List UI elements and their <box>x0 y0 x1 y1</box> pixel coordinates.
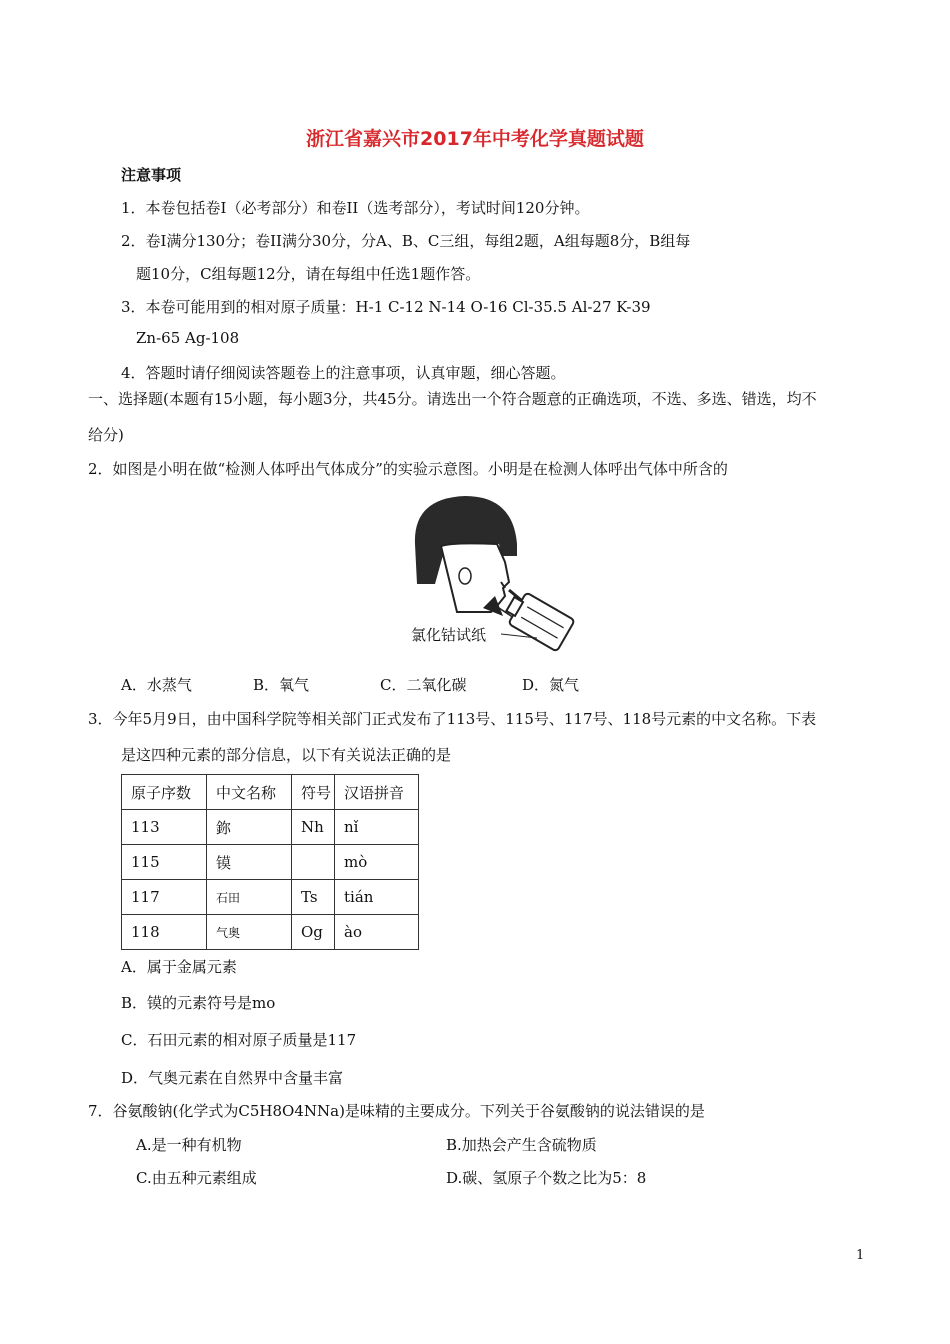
notice-item-3-cont: Zn-65 Ag-108 <box>136 329 240 347</box>
table-cell: mò <box>335 845 419 880</box>
notice-item-1: 1．本卷包括卷Ⅰ（必考部分）和卷II（选考部分），考试时间120分钟。 <box>121 199 590 217</box>
table-cell: nǐ <box>335 810 419 845</box>
table-row <box>122 880 419 915</box>
page-number: 1 <box>856 1248 865 1263</box>
table-cell: 118 <box>122 915 207 950</box>
table-cell: ào <box>335 915 419 950</box>
element-table <box>121 774 419 950</box>
q3-option-c: C．石田元素的相对原子质量是117 <box>121 1031 357 1049</box>
notice-item-4: 4．答题时请仔细阅读答题卷上的注意事项，认真审题，细心答题。 <box>121 364 566 382</box>
question-7-stem: 7．谷氨酸钠(化学式为C5H8O4NNa)是味精的主要成分。下列关于谷氨酸钠的说法错误的是 <box>88 1102 705 1120</box>
table-cell: 镆 <box>207 845 292 880</box>
table-row <box>122 915 419 950</box>
question-3-stem: 3．今年5月9日，由中国科学院等相关部门正式发布了113号、115号、117号、118号元素的中文名称。下表 <box>88 710 817 728</box>
q2-option-d: D．氮气 <box>522 676 580 694</box>
test-bottle <box>501 588 574 651</box>
notice-item-2-cont: 题10分，C组每题12分，请在每组中任选1题作答。 <box>136 265 481 283</box>
section-heading: 一、选择题(本题有15小题，每小题3分，共45分。请选出一个符合题意的正确选项，不选、多选、错选，均不 <box>88 390 817 408</box>
q7-option-c: C.由五种元素组成 <box>136 1169 257 1187</box>
q7-option-b: B.加热会产生含硫物质 <box>446 1136 597 1154</box>
q2-option-b: B．氧气 <box>253 676 310 694</box>
table-cell: Nh <box>292 810 335 845</box>
q3-option-d: D．气奥元素在自然界中含量丰富 <box>121 1069 344 1087</box>
notice-item-3: 3．本卷可能用到的相对原子质量：H-1 C-12 N-14 O-16 Cl-35.5 Al-27 K-39 <box>121 298 651 316</box>
table-cell <box>292 845 335 880</box>
question-2-stem: 2．如图是小明在做“检测人体呼出气体成分”的实验示意图。小明是在检测人体呼出气体中所含的 <box>88 460 728 478</box>
table-header: 原子序数 <box>122 775 207 810</box>
table-row <box>122 810 419 845</box>
table-cell: 113 <box>122 810 207 845</box>
table-header: 中文名称 <box>207 775 292 810</box>
notice-heading: 注意事项 <box>121 166 182 184</box>
table-header: 符号 <box>292 775 335 810</box>
breath-test-figure <box>405 484 585 664</box>
table-cell: 石田 <box>207 880 292 915</box>
table-cell: 气奥 <box>207 915 292 950</box>
q2-option-c: C．二氧化碳 <box>380 676 467 694</box>
table-header-row <box>122 775 419 810</box>
q3-option-a: A．属于金属元素 <box>121 958 237 976</box>
table-header: 汉语拼音 <box>335 775 419 810</box>
table-cell: 鉨 <box>207 810 292 845</box>
table-cell: Og <box>292 915 335 950</box>
notice-item-2: 2．卷Ⅰ满分130分；卷II满分30分，分A、B、C三组，每组2题，A组每题8分，B组每 <box>121 232 691 250</box>
table-cell: 115 <box>122 845 207 880</box>
head-face <box>441 543 509 612</box>
table-cell: tián <box>335 880 419 915</box>
page-title: 浙江省嘉兴市2017年中考化学真题试题 <box>306 128 644 150</box>
q2-option-a: A．水蒸气 <box>121 676 192 694</box>
figure-label: 氯化钴试纸 <box>411 626 487 644</box>
q3-option-b: B．镆的元素符号是mo <box>121 994 276 1012</box>
table-cell: Ts <box>292 880 335 915</box>
section-heading-cont: 给分) <box>88 426 124 444</box>
q7-option-d: D.碳、氢原子个数之比为5：8 <box>446 1169 647 1187</box>
table-row <box>122 845 419 880</box>
table-cell: 117 <box>122 880 207 915</box>
q7-option-a: A.是一种有机物 <box>136 1136 242 1154</box>
question-3-stem-cont: 是这四种元素的部分信息，以下有关说法正确的是 <box>121 746 452 764</box>
